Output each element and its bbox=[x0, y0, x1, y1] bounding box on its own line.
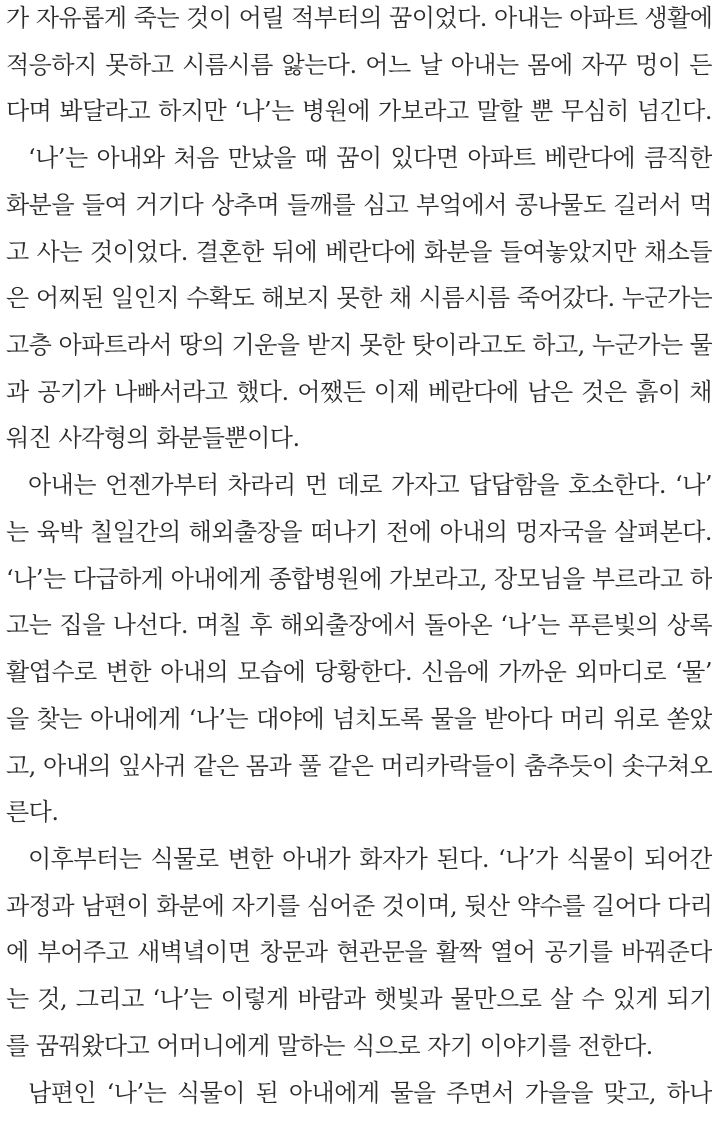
text-line: 고, 아내의 잎사귀 같은 몸과 풀 같은 머리카락들이 춤추듯이 솟구쳐오 bbox=[6, 752, 712, 780]
paragraph-first-line: 남편인 ‘나’는 식물이 된 아내에게 물을 주면서 가을을 맞고, 하나 bbox=[28, 1079, 712, 1107]
text-line: 활엽수로 변한 아내의 모습에 당황한다. 신음에 가까운 외마디로 ‘물’ bbox=[6, 658, 712, 686]
text-line: 는 육박 칠일간의 해외출장을 떠나기 전에 아내의 멍자국을 살펴본다. bbox=[6, 518, 712, 546]
text-line: ‘나’는 다급하게 아내에게 종합병원에 가보라고, 장모님을 부르라고 하 bbox=[6, 565, 712, 593]
text-line: 적응하지 못하고 시름시름 앓는다. 어느 날 아내는 몸에 자꾸 멍이 든 bbox=[6, 51, 712, 79]
text-line: 고는 집을 나선다. 며칠 후 해외출장에서 돌아온 ‘나’는 푸른빛의 상록 bbox=[6, 611, 712, 639]
paragraph-first-line: 이후부터는 식물로 변한 아내가 화자가 된다. ‘나’가 식물이 되어간 bbox=[28, 845, 712, 873]
text-line: 은 어찌된 일인지 수확도 해보지 못한 채 시름시름 죽어갔다. 누군가는 bbox=[6, 284, 712, 312]
text-line: 을 찾는 아내에게 ‘나’는 대야에 넘치도록 물을 받아다 머리 위로 쏟았 bbox=[6, 705, 712, 733]
paragraph-last-line: 른다. bbox=[6, 798, 59, 826]
text-line: 에 부어주고 새벽녘이면 창문과 현관문을 활짝 열어 공기를 바꿔준다 bbox=[6, 938, 712, 966]
text-line: 다며 봐달라고 하지만 ‘나’는 병원에 가보라고 말할 뿐 무심히 넘긴다. bbox=[6, 97, 712, 125]
text-line: 과 공기가 나빠서라고 했다. 어쨌든 이제 베란다에 남은 것은 흙이 채 bbox=[6, 378, 712, 406]
paragraph-first-line: 아내는 언젠가부터 차라리 먼 데로 가자고 답답함을 호소한다. ‘나’ bbox=[28, 471, 712, 499]
paragraph-last-line: 워진 사각형의 화분들뿐이다. bbox=[6, 424, 300, 452]
paragraph-first-line: ‘나’는 아내와 처음 만났을 때 꿈이 있다면 아파트 베란다에 큼직한 bbox=[28, 144, 712, 172]
text-line: 과정과 남편이 화분에 자기를 심어준 것이며, 뒷산 약수를 길어다 다리 bbox=[6, 892, 712, 920]
text-line: 가 자유롭게 죽는 것이 어릴 적부터의 꿈이었다. 아내는 아파트 생활에 bbox=[6, 4, 712, 32]
paragraph-last-line: 를 꿈꿔왔다고 어머니에게 말하는 식으로 자기 이야기를 전한다. bbox=[6, 1032, 653, 1060]
text-line: 고층 아파트라서 땅의 기운을 받지 못한 탓이라고도 하고, 누군가는 물 bbox=[6, 331, 712, 359]
text-line: 고 사는 것이었다. 결혼한 뒤에 베란다에 화분을 들여놓았지만 채소들 bbox=[6, 238, 712, 266]
text-line: 화분을 들여 거기다 상추며 들깨를 심고 부엌에서 콩나물도 길러서 먹 bbox=[6, 191, 712, 219]
text-line: 는 것, 그리고 ‘나’는 이렇게 바람과 햇빛과 물만으로 살 수 있게 되기 bbox=[6, 985, 712, 1013]
